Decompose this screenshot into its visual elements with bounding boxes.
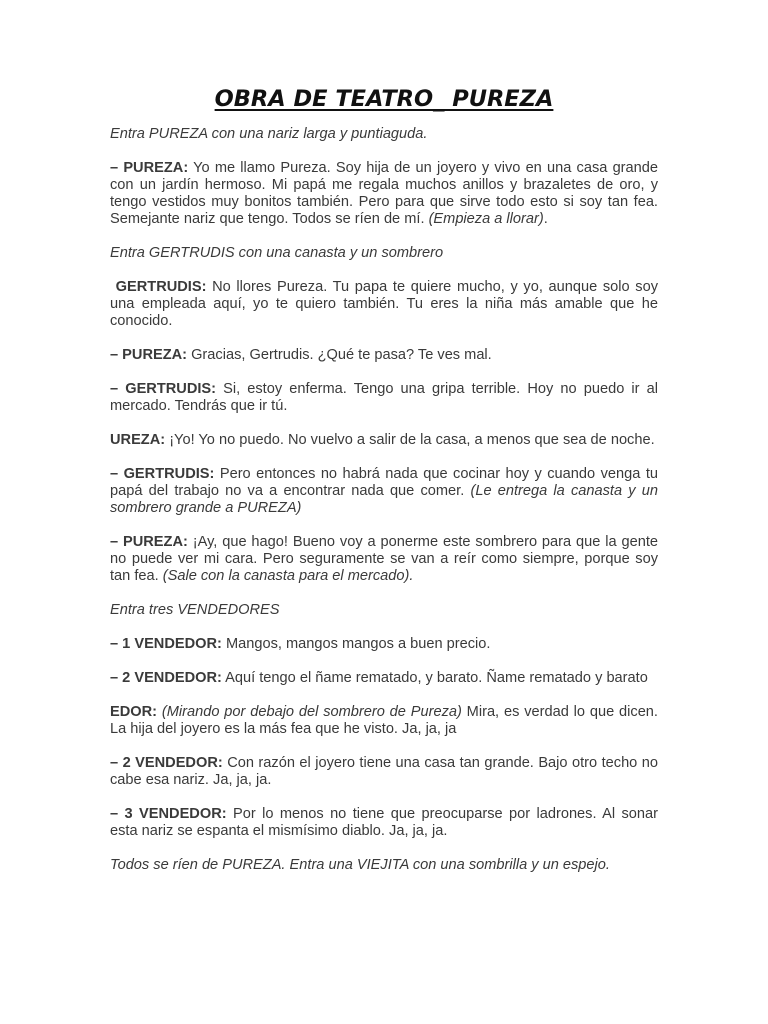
inline-direction: (Sale con la canasta para el mercado). [162,568,414,584]
speaker-label: – 1 VENDEDOR: [110,636,222,652]
dialogue-text: Gracias, Gertrudis. ¿Qué te pasa? Te ves mal. [187,347,492,363]
dialogue-line [110,160,658,228]
stage-direction: Entra tres VENDEDORES [110,602,280,618]
speaker-label: – PUREZA: [110,534,188,550]
speaker-label: – 3 VENDEDOR: [110,806,227,822]
stage-direction: Entra PUREZA con una nariz larga y puntiaguda. [110,126,428,142]
speaker-label: EDOR: [110,704,158,720]
dialogue-line [110,806,658,840]
dialogue-line [110,636,658,653]
inline-direction: (Empieza a llorar) [428,211,544,227]
dialogue-line [110,381,658,415]
speaker-label: – 2 VENDEDOR: [110,670,222,686]
dialogue-text: Con razón el joyero tiene una casa tan grande. Bajo otro techo no cabe esa nariz. Ja, ja, ja. [110,755,658,788]
dialogue-line [110,704,658,738]
dialogue-text: Yo me llamo Pureza. Soy hija de un joyero y vivo en una casa grande con un jardín hermoso. Mi papá me regala muchos anillos y brazaletes de oro, y tengo vestidos muy bonitos también. Pero para que sirve todo esto si soy tan fea. Semejante nariz que tengo. Todos se ríen de mí. [110,160,659,227]
dialogue-text: Aquí tengo el ñame rematado, y barato. Ñame rematado y barato [221,670,648,686]
dialogue-line [110,432,658,449]
inline-direction: (Mirando por debajo del sombrero de Pureza) [161,704,462,720]
dialogue-line [110,670,658,687]
stage-direction: Entra GERTRUDIS con una canasta y un sombrero [110,245,444,261]
dialogue-text: ¡Ay, que hago! Bueno voy a ponerme este sombrero para que la gente no puede ver mi cara. Pero seguramente se van a reír como siempre, porque soy tan fea. [110,534,658,584]
dialogue-line [110,534,658,585]
dialogue-text: Por lo menos no tiene que preocuparse por ladrones. Al sonar esta nariz se espanta el mismísimo diablo. Ja, ja, ja. [110,806,658,839]
dialogue-text: Mangos, mangos mangos a buen precio. [221,636,491,652]
dialogue-text: No llores Pureza. Tu papa te quiere mucho, y yo, aunque solo soy una empleada aquí, yo te quiero también. Tu eres la niña más amable que he conocido. [110,279,659,329]
speaker-label: – PUREZA: [110,347,188,363]
speaker-label: – PUREZA: [110,160,189,176]
dialogue-text: Si, estoy enferma. Tengo una gripa terrible. Hoy no puedo ir al mercado. Tendrás que ir tú. [110,381,658,414]
speaker-label: UREZA: [110,432,166,448]
speaker-label: GERTRUDIS: [110,279,207,295]
speaker-label: – GERTRUDIS: [110,381,217,397]
document-page [110,86,658,891]
dialogue-tail: Mira, es verdad lo que dicen. La hija del joyero es la más fea que he visto. Ja, ja, ja [110,704,658,737]
dialogue-line [110,279,658,330]
dialogue-text: ¡Yo! Yo no puedo. No vuelvo a salir de la casa, a menos que sea de noche. [165,432,655,448]
dialogue-tail: . [543,211,548,227]
dialogue-line [110,347,658,364]
dialogue-line [110,466,658,517]
speaker-label: – GERTRUDIS: [110,466,215,482]
speaker-label: – 2 VENDEDOR: [110,755,223,771]
dialogue-line [110,755,658,789]
dialogue-text: Pero entonces no habrá nada que cocinar hoy y cuando venga tu papá del trabajo no va a encontrar nada que comer. [110,466,658,499]
inline-direction: (Le entrega la canasta y un sombrero grande a PUREZA) [110,483,658,516]
page-title [110,86,658,112]
title-text: OBRA DE TEATRO_ PUREZA [214,86,554,112]
stage-direction: Todos se ríen de PUREZA. Entra una VIEJITA con una sombrilla y un espejo. [110,857,610,873]
